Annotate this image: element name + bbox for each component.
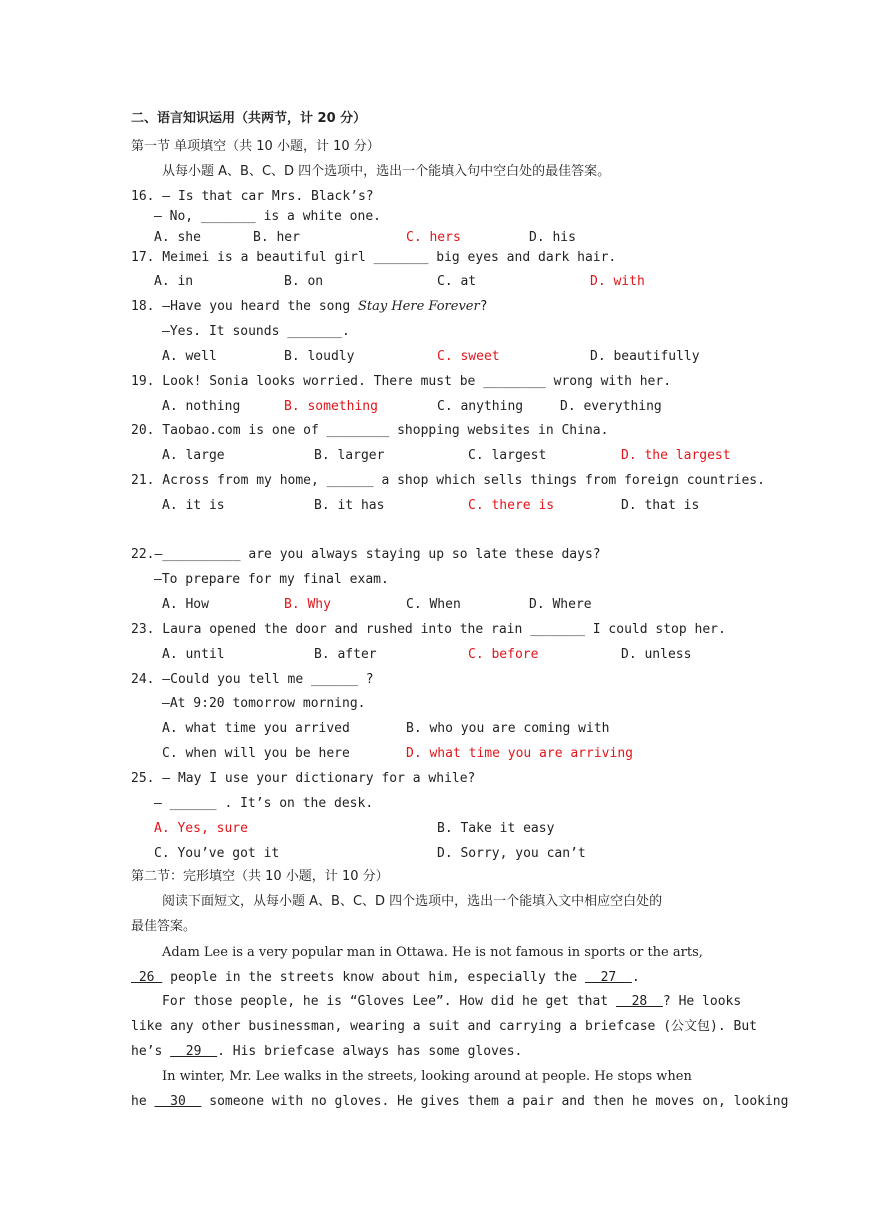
- q24-option-c: C. when will you be here: [162, 746, 350, 761]
- q17-option-c: C. at: [437, 274, 477, 289]
- passage-p1-line2-text: people in the streets know about him, especially the: [162, 970, 585, 985]
- q21-option-b: B. it has: [314, 498, 385, 513]
- q25-option-a: A. Yes, sure: [154, 821, 248, 836]
- q19-option-d: D. everything: [560, 399, 662, 414]
- q22-option-d: D. Where: [529, 597, 592, 612]
- q20-option-a: A. large: [162, 448, 225, 463]
- q24-option-b: B. who you are coming with: [406, 721, 610, 736]
- q22-option-a: A. How: [162, 597, 209, 612]
- passage-p2-line1-post: ? He looks: [662, 994, 742, 1009]
- q18-option-b: B. loudly: [284, 349, 355, 364]
- q23-option-d: D. unless: [621, 647, 692, 662]
- q16-option-a: A. she: [154, 230, 201, 245]
- q19-option-a: A. nothing: [162, 399, 241, 414]
- q25-stem: 25. — May I use your dictionary for a while?: [131, 771, 476, 786]
- section1-instruction: 从每小题 A、B、C、D 四个选项中，选出一个能填入句中空白处的最佳答案。: [162, 164, 611, 179]
- q20-option-d: D. the largest: [621, 448, 731, 463]
- q16-stem2: — No, _______ is a white one.: [154, 209, 381, 224]
- q19-stem: 19. Look! Sonia looks worried. There must be ________ wrong with her.: [131, 374, 672, 389]
- section2-instruction-line2: 最佳答案。: [131, 919, 197, 934]
- q23-option-b: B. after: [314, 647, 377, 662]
- q22-option-b: B. Why: [284, 597, 331, 612]
- passage-p1-line2: [131, 969, 640, 987]
- blank-26: 26: [131, 970, 163, 985]
- q23-stem: 23. Laura opened the door and rushed into the rain _______ I could stop her.: [131, 622, 726, 637]
- q24-stem: 24. —Could you tell me ______ ?: [131, 672, 374, 687]
- q23-option-c: C. before: [468, 647, 539, 662]
- q18-stem-pre: 18. —Have you heard the song: [131, 299, 358, 314]
- passage-p1-line1: Adam Lee is a very popular man in Ottawa. He is not famous in sports or the arts,: [162, 945, 703, 960]
- q20-stem: 20. Taobao.com is one of ________ shopping websites in China.: [131, 423, 609, 438]
- blank-28: 28: [615, 994, 663, 1009]
- q25-option-c: C. You’ve got it: [154, 846, 280, 861]
- passage-p2-line3: [131, 1043, 522, 1061]
- passage-p3-line1: In winter, Mr. Lee walks in the streets, looking around at people. He stops when: [162, 1069, 692, 1084]
- q22-stem: 22.—__________ are you always staying up so late these days?: [131, 547, 601, 562]
- q18-song-title: Stay Here Forever: [357, 299, 480, 314]
- q16-option-d: D. his: [529, 230, 576, 245]
- q18-stem2: —Yes. It sounds _______.: [162, 324, 350, 339]
- q18-option-c: C. sweet: [437, 349, 500, 364]
- q17-option-d: D. with: [590, 274, 645, 289]
- passage-p3-line2: [131, 1093, 788, 1111]
- passage-p2-line2: like any other businessman, wearing a suit and carrying a briefcase (公文包). But: [131, 1019, 757, 1034]
- q19-option-c: C. anything: [437, 399, 524, 414]
- section2-title: 第二节：完形填空（共 10 小题，计 10 分）: [131, 869, 389, 884]
- passage-p2-line1: [162, 993, 741, 1011]
- q18-option-d: D. beautifully: [590, 349, 700, 364]
- q19-option-b: B. something: [284, 399, 378, 414]
- q24-stem2: —At 9:20 tomorrow morning.: [162, 696, 366, 711]
- passage-p2-line3-pre: he’s: [131, 1044, 171, 1059]
- q20-option-b: B. larger: [314, 448, 385, 463]
- blank-29: 29: [170, 1044, 218, 1059]
- blank-30: 30: [154, 1094, 202, 1109]
- q17-stem: 17. Meimei is a beautiful girl _______ big eyes and dark hair.: [131, 250, 617, 265]
- section2-instruction-line1: 阅读下面短文，从每小题 A、B、C、D 四个选项中，选出一个能填入文中相应空白处的: [162, 894, 663, 909]
- q24-option-a: A. what time you arrived: [162, 721, 350, 736]
- q18-stem-post: ?: [479, 299, 488, 314]
- q16-stem: 16. — Is that car Mrs. Black’s?: [131, 189, 374, 204]
- passage-p2-line3-post: . His briefcase always has some gloves.: [217, 1044, 523, 1059]
- q20-option-c: C. largest: [468, 448, 547, 463]
- q21-option-d: D. that is: [621, 498, 700, 513]
- q23-option-a: A. until: [162, 647, 225, 662]
- q24-option-d: D. what time you are arriving: [406, 746, 633, 761]
- q17-option-b: B. on: [284, 274, 324, 289]
- q22-option-c: C. When: [406, 597, 461, 612]
- q16-option-c: C. hers: [406, 230, 461, 245]
- q16-option-b: B. her: [253, 230, 300, 245]
- passage-p1-line2-end: .: [631, 970, 640, 985]
- q21-option-a: A. it is: [162, 498, 225, 513]
- q17-option-a: A. in: [154, 274, 194, 289]
- q25-stem2: — ______ . It’s on the desk.: [154, 796, 374, 811]
- passage-p3-line2-post: someone with no gloves. He gives them a pair and then he moves on, looking: [201, 1094, 789, 1109]
- q22-stem2: —To prepare for my final exam.: [154, 572, 389, 587]
- part-heading: 二、语言知识运用（共两节，计 20 分）: [131, 111, 367, 126]
- q18-option-a: A. well: [162, 349, 217, 364]
- passage-p2-line1-pre: For those people, he is “Gloves Lee”. How did he get that: [162, 994, 616, 1009]
- q18-stem: [131, 298, 488, 316]
- blank-27: 27: [584, 970, 632, 985]
- q25-option-d: D. Sorry, you can’t: [437, 846, 586, 861]
- q21-stem: 21. Across from my home, ______ a shop which sells things from foreign countries.: [131, 473, 765, 488]
- section1-title: 第一节 单项填空（共 10 小题，计 10 分）: [131, 139, 380, 154]
- q25-option-b: B. Take it easy: [437, 821, 555, 836]
- passage-p3-line2-pre: he: [131, 1094, 155, 1109]
- q21-option-c: C. there is: [468, 498, 555, 513]
